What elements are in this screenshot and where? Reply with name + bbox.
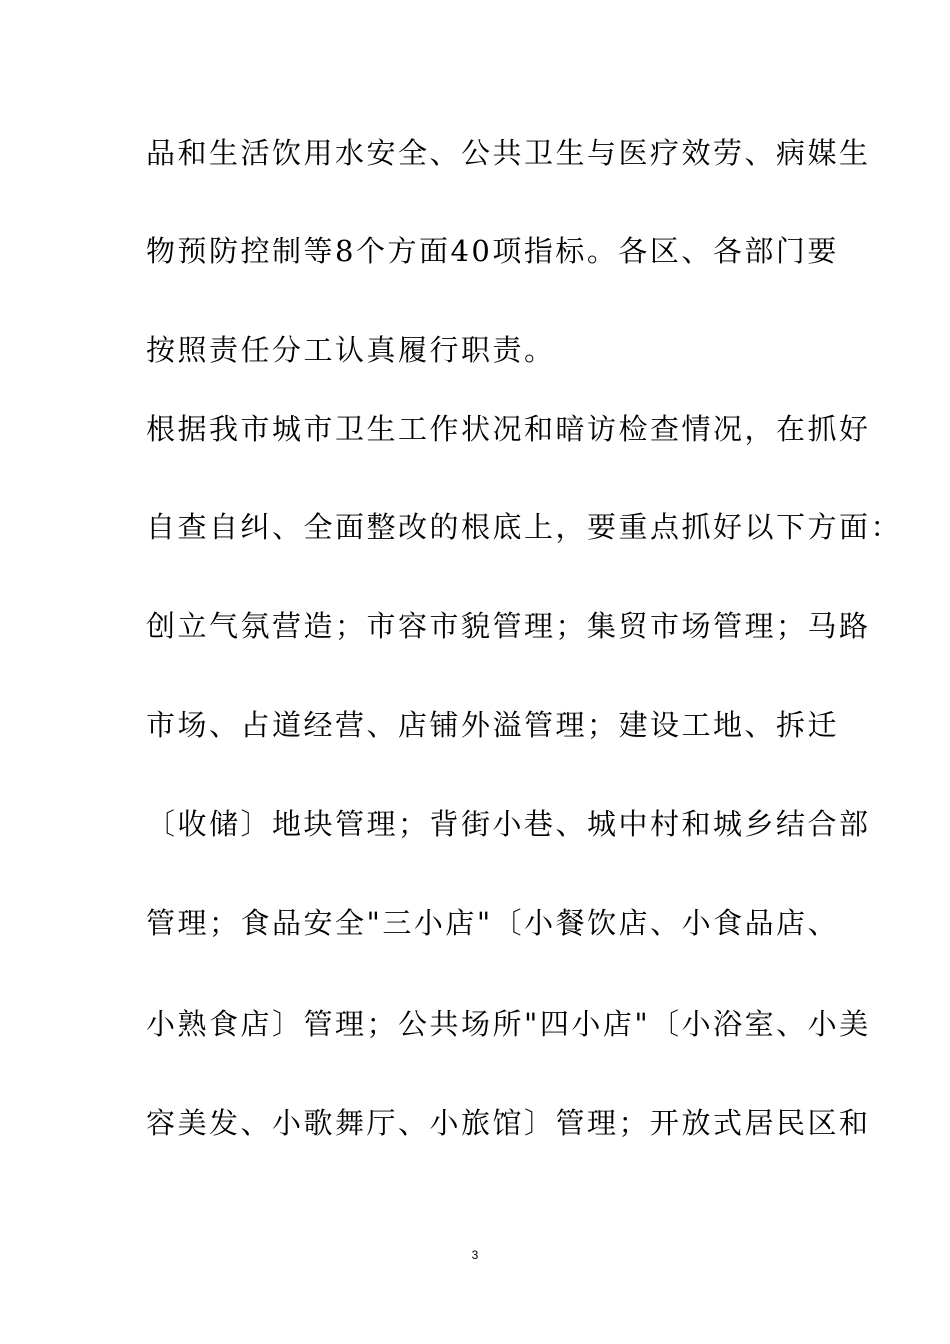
- body-text-line: 根据我市城市卫生工作状况和暗访检查情况，在抓好: [146, 412, 871, 446]
- body-text-line: 市场、占道经营、店铺外溢管理；建设工地、拆迁: [146, 708, 840, 742]
- body-text-line: 创立气氛营造；市容市貌管理；集贸市场管理；马路: [146, 609, 871, 643]
- body-text-line: 物预防控制等8个方面40项指标。各区、各部门要: [146, 234, 839, 268]
- body-text-line: 容美发、小歌舞厅、小旅馆〕管理；开放式居民区和: [146, 1106, 871, 1140]
- body-text-line: 自查自纠、全面整改的根底上，要重点抓好以下方面：: [146, 510, 903, 544]
- body-text-line: 小熟食店〕管理；公共场所"四小店"〔小浴室、小美: [146, 1007, 871, 1041]
- body-text-line: 按照责任分工认真履行职责。: [146, 333, 556, 367]
- body-text-line: 品和生活饮用水安全、公共卫生与医疗效劳、病媒生: [146, 136, 871, 170]
- page-number: 3: [471, 1248, 479, 1262]
- body-text-line: 〔收储〕地块管理；背街小巷、城中村和城乡结合部: [146, 807, 871, 841]
- body-text-line: 管理；食品安全"三小店"〔小餐饮店、小食品店、: [146, 906, 840, 940]
